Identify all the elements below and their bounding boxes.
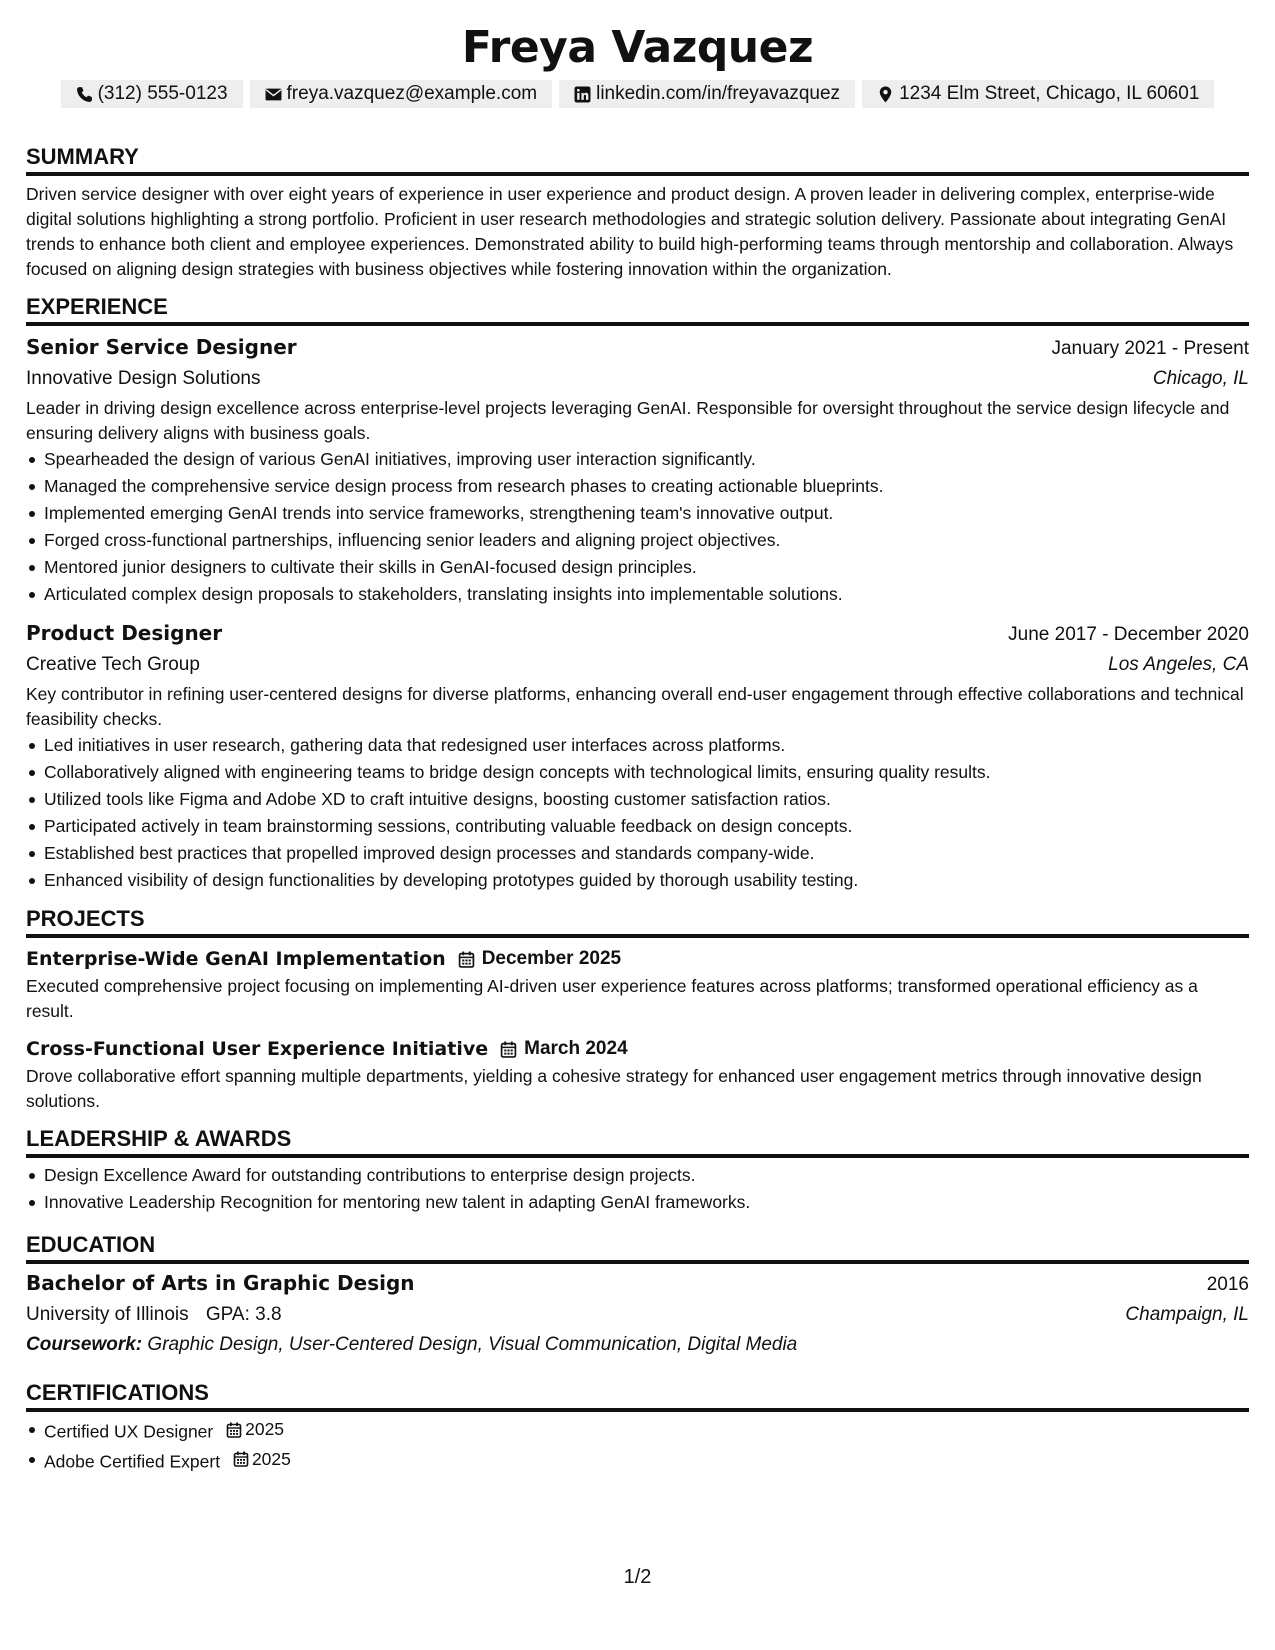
graduation-year: 2016 [1206, 1274, 1249, 1295]
section-title-projects: PROJECTS [26, 904, 1249, 938]
calendar-icon [233, 1451, 249, 1467]
list-item: Enhanced visibility of design functionalities by developing prototypes guided by thorough usability testing. [44, 867, 1249, 894]
map-pin-icon [877, 86, 894, 103]
experience-section [26, 292, 1249, 894]
leadership-bullets [26, 1162, 1249, 1216]
coursework-label: Coursework: [26, 1334, 143, 1355]
project-entry [26, 944, 1249, 1024]
contact-phone [61, 80, 243, 108]
email-text[interactable]: freya.vazquez@example.com [286, 83, 538, 104]
cert-year: 2025 [251, 1448, 291, 1469]
project-description: Executed comprehensive project focusing on implementing AI-driven user experience features across platforms; transformed operational efficiency as a result. [26, 976, 1198, 1021]
job-company: Innovative Design Solutions [26, 368, 261, 389]
envelope-icon [265, 86, 282, 103]
job-entry [26, 332, 1249, 608]
contact-email[interactable] [250, 80, 553, 108]
section-title-education: EDUCATION [26, 1230, 1249, 1264]
project-entry [26, 1034, 1249, 1114]
contact-bar [26, 80, 1249, 108]
job-location: Los Angeles, CA [1108, 654, 1249, 675]
job-title: Product Designer [26, 621, 223, 645]
address-text: 1234 Elm Street, Chicago, IL 60601 [899, 83, 1200, 104]
cert-date [226, 1416, 284, 1443]
school-name: University of Illinois [26, 1304, 189, 1325]
list-item: Articulated complex design proposals to stakeholders, translating insights into implementable solutions. [44, 581, 1249, 608]
projects-section [26, 904, 1249, 1114]
job-date: June 2017 - December 2020 [1008, 624, 1249, 645]
cert-name: Adobe Certified Expert [44, 1451, 221, 1471]
section-title-summary: SUMMARY [26, 142, 1249, 176]
contact-address [862, 80, 1214, 108]
coursework-list: Graphic Design, User-Centered Design, Visual Communication, Digital Media [147, 1334, 798, 1355]
list-item: Forged cross-functional partnerships, influencing senior leaders and aligning project objectives. [44, 527, 1249, 554]
phone-text: (312) 555-0123 [97, 83, 228, 104]
job-bullets [26, 446, 1249, 608]
cert-year: 2025 [245, 1419, 285, 1439]
coursework [26, 1330, 1249, 1360]
list-item [44, 1416, 1249, 1446]
job-date: January 2021 - Present [1051, 338, 1249, 359]
school-location: Champaign, IL [1125, 1304, 1249, 1325]
list-item: Utilized tools like Figma and Adobe XD to craft intuitive designs, boosting customer satisfaction ratios. [44, 786, 1249, 813]
list-item: Managed the comprehensive service design process from research phases to creating actionable blueprints. [44, 473, 1249, 500]
project-title: Enterprise-Wide GenAI Implementation [26, 948, 446, 970]
school-info [26, 1300, 282, 1330]
certifications-section [26, 1378, 1249, 1475]
job-entry [26, 618, 1249, 894]
project-date [500, 1038, 628, 1060]
project-date [458, 948, 621, 970]
job-description: Leader in driving design excellence across enterprise-level projects leveraging GenAI. Responsible for oversight throughout the service design lifecycle and ensuring delivery aligns with business goals. [26, 398, 1230, 443]
job-bullets [26, 732, 1249, 894]
list-item: Design Excellence Award for outstanding contributions to enterprise design projects. [44, 1162, 1249, 1189]
leadership-section [26, 1124, 1249, 1216]
list-item: Spearheaded the design of various GenAI initiatives, improving user interaction significantly. [44, 446, 1249, 473]
project-date-text: March 2024 [524, 1038, 628, 1059]
education-section [26, 1230, 1249, 1360]
list-item: Collaboratively aligned with engineering teams to bridge design concepts with technological limits, ensuring quality results. [44, 759, 1249, 786]
project-date-text: December 2025 [481, 948, 622, 969]
phone-icon [76, 86, 93, 103]
section-title-leadership: LEADERSHIP & AWARDS [26, 1124, 1249, 1158]
candidate-name: Freya Vazquez [461, 22, 814, 73]
linkedin-text[interactable]: linkedin.com/in/freyavazquez [596, 83, 841, 104]
contact-linkedin[interactable] [559, 80, 855, 108]
cert-name: Certified UX Designer [44, 1421, 214, 1442]
section-title-experience: EXPERIENCE [26, 292, 1249, 326]
list-item: Implemented emerging GenAI trends into service frameworks, strengthening team's innovative output. [44, 500, 1249, 527]
list-item: Established best practices that propelled improved design processes and standards company-wide. [44, 840, 1249, 867]
calendar-icon [500, 1041, 517, 1058]
summary-text: Driven service designer with over eight years of experience in user experience and product design. A proven leader in delivering complex, enterprise-wide digital solutions highlighting a strong portfolio. Proficient in user research methodologies and strategic solution delivery. Passionate about integrating GenAI trends to enhance both client and employee experiences. Demonstrated ability to build high-performing teams through mentorship and collaboration. Always focused on aligning design strategies with business objectives while fostering innovation within the organization. [26, 184, 1234, 279]
project-description: Drove collaborative effort spanning multiple departments, yielding a cohesive strategy for enhanced user engagement metrics through innovative design solutions. [26, 1066, 1202, 1111]
list-item [44, 1446, 1249, 1476]
summary-section [26, 142, 1249, 282]
job-location: Chicago, IL [1152, 368, 1249, 389]
section-title-certifications: CERTIFICATIONS [26, 1378, 1249, 1412]
job-title: Senior Service Designer [26, 335, 297, 359]
list-item: Participated actively in team brainstorming sessions, contributing valuable feedback on design concepts. [44, 813, 1249, 840]
gpa: GPA: 3.8 [205, 1304, 282, 1325]
calendar-icon [226, 1422, 242, 1438]
linkedin-icon [574, 86, 591, 103]
list-item: Innovative Leadership Recognition for mentoring new talent in adapting GenAI frameworks. [44, 1189, 1249, 1216]
certification-list [26, 1416, 1249, 1475]
cert-date [233, 1446, 291, 1473]
list-item: Mentored junior designers to cultivate their skills in GenAI-focused design principles. [44, 554, 1249, 581]
job-description: Key contributor in refining user-centered designs for diverse platforms, enhancing overall end-user engagement through effective collaborations and technical feasibility checks. [26, 684, 1244, 729]
resume-page [26, 20, 1249, 1475]
page-number: 1/2 [623, 1566, 652, 1588]
list-item: Led initiatives in user research, gathering data that redesigned user interfaces across platforms. [44, 732, 1249, 759]
calendar-icon [458, 951, 475, 968]
job-company: Creative Tech Group [26, 654, 200, 675]
degree-title: Bachelor of Arts in Graphic Design [26, 1271, 415, 1295]
project-title: Cross-Functional User Experience Initiative [26, 1038, 489, 1060]
